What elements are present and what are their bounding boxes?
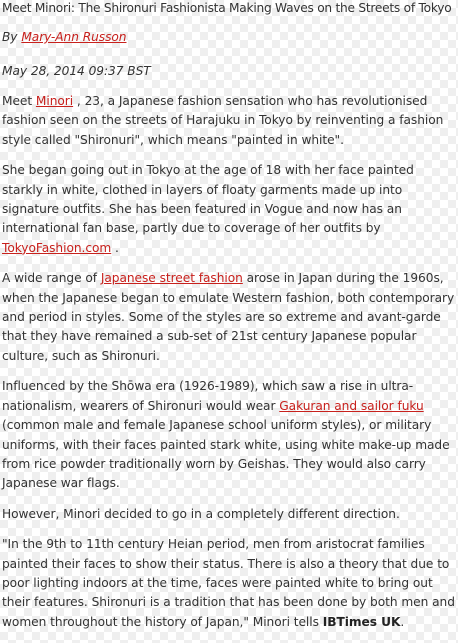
paragraph-6 (2, 535, 456, 632)
dateline: May 28, 2014 09:37 BST (2, 64, 151, 78)
p5-text-a: However, Minori decided to go in a completely different direction. (2, 506, 400, 521)
paragraph-2 (2, 161, 456, 258)
p3-text-b: arose in Japan during the 1960s, when the Japanese began to emulate Western fashion, both contemporary and period in styles. Some of the styles are so extreme and avant-garde that they have remained a sub-set of 21st century Japanese popular culture, such as Shironuri. (2, 271, 455, 363)
p1-text-b: , 23, a Japanese fashion sensation who has revolutionised fashion seen on the streets of Harajuku in Tokyo by reinventing a fashion style called "Shironuri", which means "painted in white". (2, 94, 444, 147)
p2-text-a: She began going out in Tokyo at the age of 18 with her face painted starkly in white, clothed in layers of floaty garments made up into signature outfits. She has been featured in Vogue and now has an international fan base, partly due to coverage of her outfits by (2, 163, 414, 236)
byline (2, 28, 126, 47)
street-fashion-link[interactable]: Japanese street fashion (100, 271, 243, 286)
p4-text-a: Influenced by the Shōwa era (1926-1989), which saw a rise in ultra-nationalism, wearers of Shironuri would wear (2, 379, 414, 413)
tokyofashion-link[interactable]: TokyoFashion.com (2, 240, 112, 255)
p6-text-a: "In the 9th to 11th century Heian period, men from aristocrat families painted their faces to show their status. There is also a theory that due to poor lighting indoors at the time, faces were painted white to bring out their features. Shironuri is a tradition that has been done by both men and women throughout the history of Japan," Minori tells (2, 537, 455, 629)
article-body (2, 92, 456, 643)
p6-text-b: . (400, 614, 405, 629)
author-link[interactable]: Mary-Ann Russon (21, 30, 127, 44)
article (2, 0, 456, 629)
paragraph-3 (2, 269, 456, 366)
p2-text-b: . (111, 240, 119, 255)
p3-text-a: A wide range of (2, 271, 101, 286)
paragraph-5 (2, 505, 456, 524)
paragraph-4 (2, 377, 456, 493)
gakuran-link[interactable]: Gakuran and sailor fuku (279, 398, 424, 413)
p4-text-b: (common male and female Japanese school uniform styles), or military uniforms, with their faces painted stark white, using white make-up made from rice powder traditionally worn by Geishas. They would also carry Japanese war flags. (2, 418, 450, 491)
headline: Meet Minori: The Shironuri Fashionista Making Waves on the Streets of Tokyo (2, 1, 452, 15)
ibtimes-strong: IBTimes UK (322, 614, 401, 629)
paragraph-1 (2, 92, 456, 150)
minori-link[interactable]: Minori (35, 94, 74, 108)
p1-text-a: Meet (2, 94, 36, 108)
byline-prefix: By (2, 30, 22, 44)
